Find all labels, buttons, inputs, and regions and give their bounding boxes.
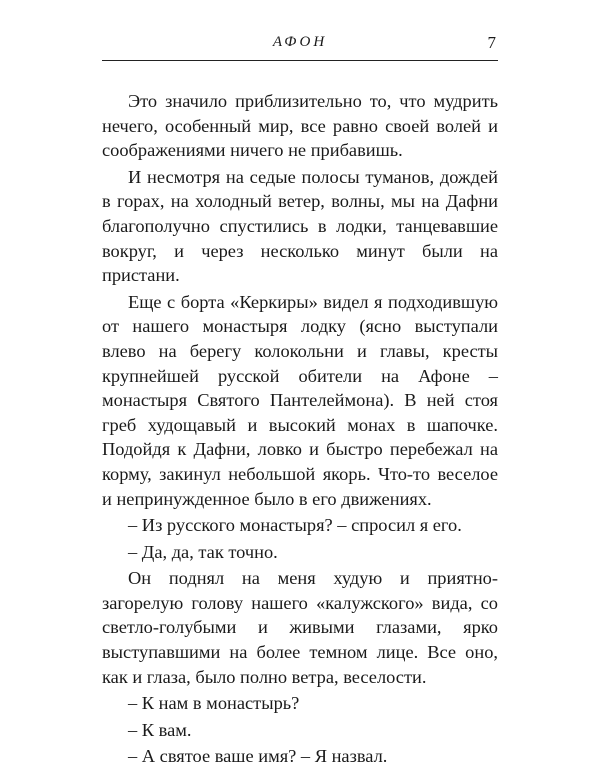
- dialogue-line: – К вам.: [128, 719, 192, 740]
- paragraph: Еще с борта «Керкиры» видел я подходившую от нашего монастыря лодку (ясно выступали влево на берегу колокольни и главы, кресты крупнейшей русской обители на Афоне – монастыря Святого Пантелеймона). В ней стоя греб худощавый и высокий монах в шапочке. Подойдя к Дафни, ловко и быстро перебежал на корму, закинул небольшой якорь. Что-то веселое и непринужденное было в его движениях.: [102, 291, 498, 509]
- paragraph: Он поднял на меня худую и приятно-загорелую голову нашего «калужского» вида, со светло-голубыми и живыми глазами, ярко выступавшими на более темном лице. Все оно, как и глаза, было полно ветра, веселости.: [102, 568, 498, 687]
- paragraph: И несмотря на седые полосы туманов, дождей в горах, на холодный ветер, волны, мы на Дафни благополучно спустились в лодки, танцевавшие вокруг, и через несколько минут были на пристани.: [102, 166, 498, 286]
- page-number: 7: [487, 33, 496, 52]
- body-text: [102, 89, 498, 771]
- dialogue-line: – Да, да, так точно.: [128, 541, 278, 562]
- dialogue-line: – А святое ваше имя? – Я назвал.: [128, 746, 388, 767]
- dialogue-line: – К нам в монастырь?: [128, 693, 300, 714]
- running-title: АФОН: [272, 34, 328, 50]
- dialogue-line: – Из русского монастыря? – спросил я его.: [128, 515, 462, 536]
- running-header: [102, 30, 498, 61]
- paragraph: Это значило приблизительно то, что мудрить нечего, особенный мир, все равно своей волей и соображениями ничего не прибавишь.: [102, 91, 498, 161]
